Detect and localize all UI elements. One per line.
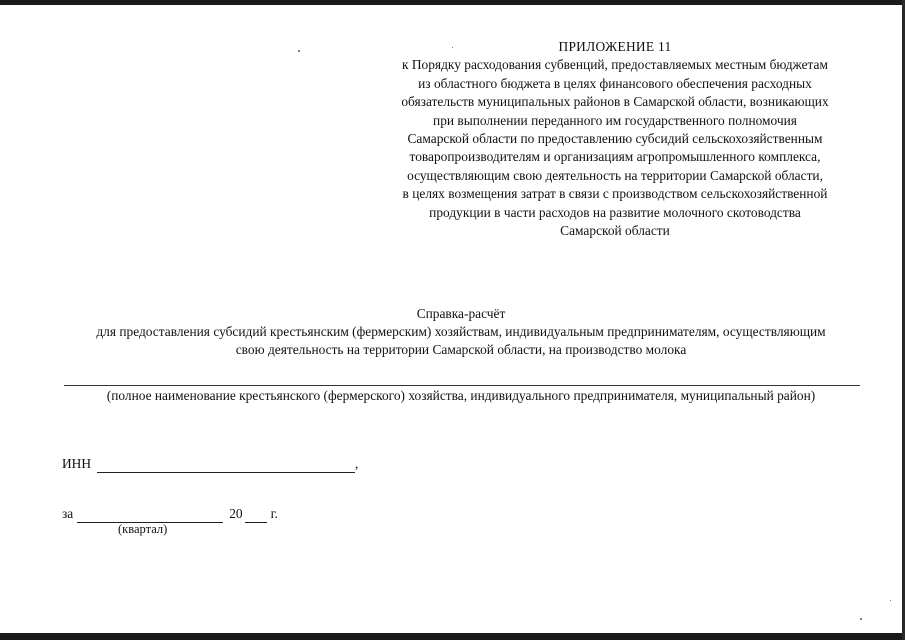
inn-label: ИНН [62,456,92,471]
year-field-line[interactable] [245,508,267,523]
name-field-caption: (полное наименование крестьянского (фермерского) хозяйства, индивидуального предпринимателя, муниципальный район) [106,388,816,403]
appendix-line: из областного бюджета в целях финансового обеспечения расходных [418,75,812,91]
appendix-line: Самарской области по предоставлению субсидий сельскохозяйственным [407,131,823,147]
year-suffix: г. [270,506,278,521]
appendix-line: осуществляющим свою деятельность на территории Самарской области, [407,167,823,183]
appendix-line: продукции в части расходов на развитие молочного скотоводства [429,204,801,220]
document-heading [20,305,902,360]
year-prefix: 20 [229,506,243,521]
period-prefix: за [62,506,74,521]
inn-field-line[interactable] [97,458,355,473]
document-subtitle-line: для предоставления субсидий крестьянским (фермерским) хозяйствам, индивидуальным предпринимателям, осуществляющим [96,324,826,340]
scan-speck [860,618,862,620]
inn-row [62,455,358,473]
period-row [62,505,278,523]
appendix-line: обязательств муниципальных районов в Самарской области, возникающих [401,94,829,110]
document-title: Справка-расчёт [416,306,506,321]
scan-speck [298,50,300,52]
appendix-title: ПРИЛОЖЕНИЕ 11 [558,39,672,54]
appendix-line: при выполнении переданного им государственного полномочия [433,112,797,128]
name-field-line[interactable] [64,385,860,386]
scan-speck [890,600,891,601]
inn-suffix: , [355,456,359,471]
document-subtitle-line: свою деятельность на территории Самарской области, на производство молока [235,342,687,358]
quarter-caption: (квартал) [118,522,168,536]
appendix-line: товаропроизводителям и организациям агропромышленного комплекса, [409,149,821,165]
scan-top-edge [0,0,905,5]
scan-speck [452,47,453,48]
appendix-block [355,38,875,240]
appendix-line: Самарской области [560,223,670,239]
appendix-line: к Порядку расходования субвенций, предоставляемых местным бюджетам [402,57,828,73]
appendix-line: в целях возмещения затрат в связи с производством сельскохозяйственной [402,186,828,202]
scan-bottom-edge [0,633,905,640]
